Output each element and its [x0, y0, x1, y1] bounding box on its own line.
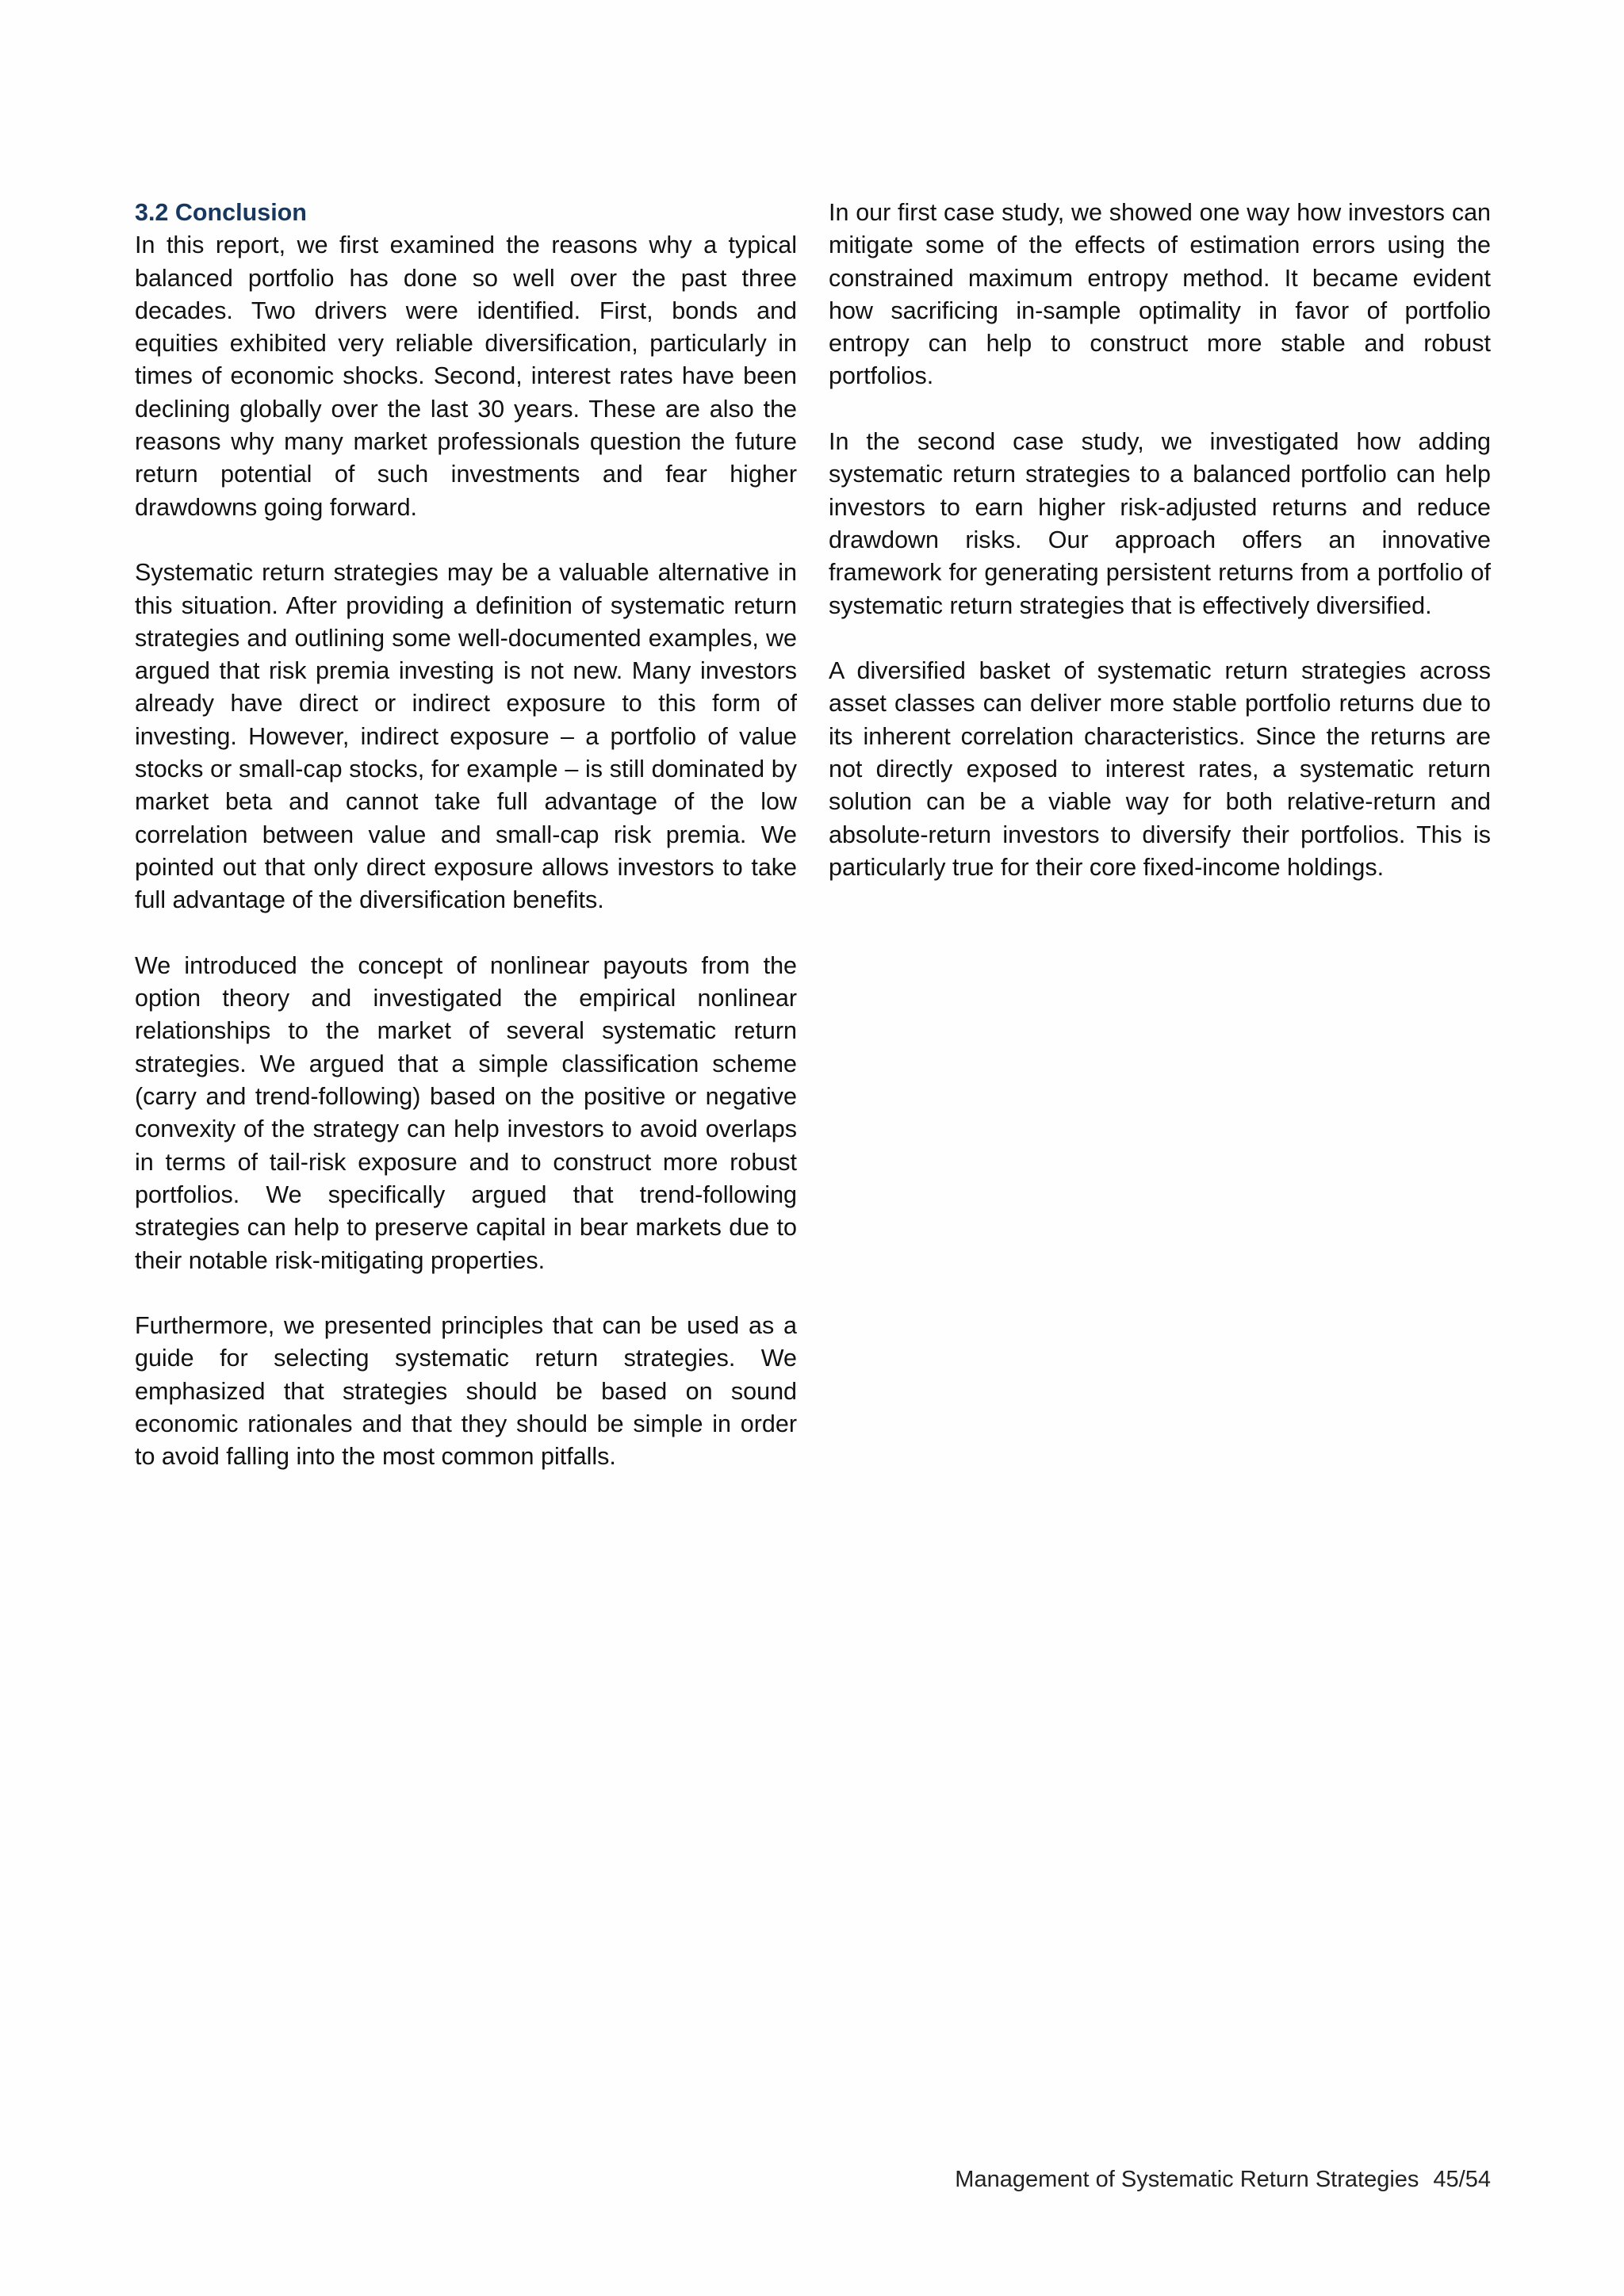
paragraph: We introduced the concept of nonlinear payouts from the option theory and investigated the empirical nonlinear relationships to the market of several systematic return strategies. We argued that a simple classification scheme (carry and trend-following) based on the positive or negative convexity of the strategy can help investors to avoid overlaps in terms of tail-risk exposure and to construct more robust portfolios. We specifically argued that trend-following strategies can help to preserve capital in bear markets due to their notable risk-mitigating properties. — [135, 951, 797, 1274]
footer-title: Management of Systematic Return Strategies — [955, 2167, 1419, 2192]
paragraph: Furthermore, we presented principles that can be used as a guide for selecting systematic return strategies. We emphasized that strategies should be based on sound economic rationales and that they should be simple in order to avoid falling into the most common pitfalls. — [135, 1312, 797, 1471]
paragraph: In this report, we first examined the reasons why a typical balanced portfolio has done so well over the past three decades. Two drivers were identified. First, bonds and equities exhibited very reliable diversification, particularly in times of economic shocks. Second, interest rates have been declining globally over the last 30 years. These are also the reasons why many market professionals question the future return potential of such investments and fear higher drawdowns going forward. — [135, 232, 797, 521]
paragraph: In our first case study, we showed one way how investors can mitigate some of the effects of estimation errors using the constrained maximum entropy method. It became evident how sacrificing in-sample optimality in favor of portfolio entropy can help to construct more stable and robust portfolios. — [829, 199, 1491, 390]
paragraph: A diversified basket of systematic return strategies across asset classes can deliver more stable portfolio returns due to its inherent correlation characteristics. Since the returns are not directly exposed to interest rates, a systematic return solution can be a viable way for both relative-return and absolute-return investors to diversify their portfolios. This is particularly true for their core fixed-income holdings. — [829, 657, 1491, 881]
paragraph: Systematic return strategies may be a valuable alternative in this situation. After providing a definition of systematic return strategies and outlining some well-documented examples, we argued that risk premia investing is not new. Many investors already have direct or indirect exposure to this form of investing. However, indirect exposure – a portfolio of value stocks or small-cap stocks, for example – is still dominated by market beta and cannot take full advantage of the low correlation between value and small-cap risk premia. We pointed out that only direct exposure allows investors to take full advantage of the diversification benefits. — [135, 559, 797, 914]
page-footer — [955, 2165, 1491, 2194]
paragraph: In the second case study, we investigated how adding systematic return strategies to a balanced portfolio can help investors to earn higher risk-adjusted returns and reduce drawdown risks. Our approach offers an innovative framework for generating persistent returns from a portfolio of systematic return strategies that is effectively diversified. — [829, 428, 1491, 619]
section-heading: 3.2 Conclusion — [135, 199, 307, 226]
page-number: 45/54 — [1433, 2167, 1491, 2192]
left-column — [135, 197, 797, 1474]
right-column — [829, 197, 1491, 884]
